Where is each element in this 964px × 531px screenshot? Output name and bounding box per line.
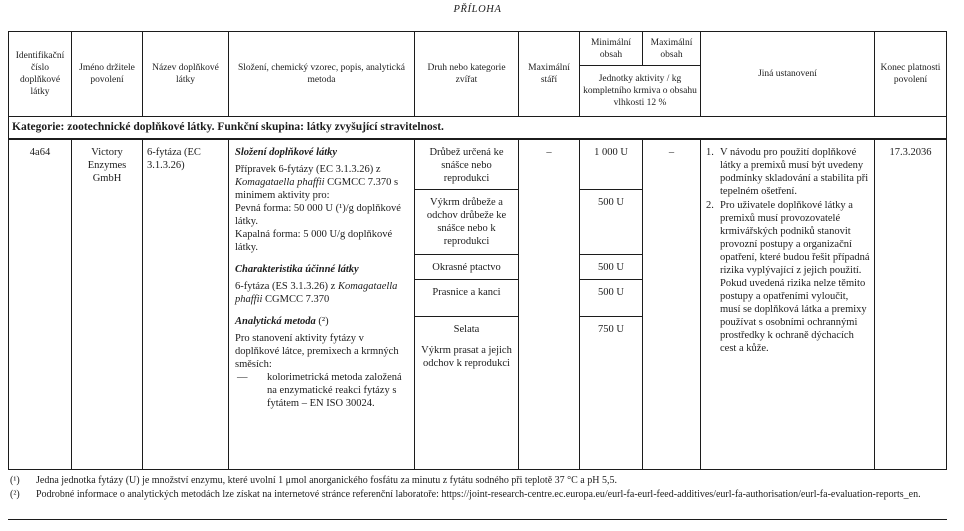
species-latin-name: Komagataella phaffii xyxy=(235,177,325,188)
table-header-row xyxy=(9,32,946,117)
header-species: Druh nebo kategorie zvířat xyxy=(415,32,519,116)
characterisation-heading: Charakteristika účinné látky xyxy=(235,264,359,275)
header-units-subheader: Jednotky aktivity / kg kompletního krmiva o obsahu vlhkosti 12 % xyxy=(583,74,697,108)
dash-bullet: — xyxy=(237,372,248,383)
footnotes-section xyxy=(8,474,947,501)
header-composition: Složení, chemický vzorec, popis, analytická metoda xyxy=(229,32,415,116)
header-max-content: Maximální obsah xyxy=(650,37,693,60)
header-identification-number: Identifikační číslo doplňkové látky xyxy=(9,32,72,116)
cell-min-content-column xyxy=(580,140,643,469)
analytical-method-paragraph: Pro stanovení aktivity fytázy v doplňkové látce, premixech a krmných směsích: xyxy=(235,333,399,370)
species-row-second-group: Výkrm prasat a jejich odchov k reprodukci xyxy=(421,345,512,369)
header-other-provisions: Jiná ustanovení xyxy=(701,32,875,116)
provision-item: 2. Pro uživatele doplňkové látky a premixů musí provozovatelé krmivářských podniků stanovit provozní postupy a organizační opatření, které budou řešit případná rizika vyplývající z jejich použití. Pokud uvedená rizika nelze těmito postupy a opatřeními vyloučit, musí se doplňková látka a premixy používat s osobními ochrannými prostředky k ochraně dýchacích cest a kůže. xyxy=(703,199,871,355)
header-content-block xyxy=(580,32,701,116)
composition-paragraph: Přípravek 6-fytázy (EC 3.1.3.26) z Komagataella phaffii CGMCC 7.370 s minimem aktivity pro: Pevná forma: 50 000 U (¹)/g doplňkové látky. Kapalná forma: 5 000 U/g doplňkové látky. xyxy=(235,164,401,253)
species-latin-name: Komagataella phaffii xyxy=(235,281,398,305)
cell-max-content: – xyxy=(643,140,701,469)
bottom-rule xyxy=(8,519,947,520)
cell-max-age: – xyxy=(519,140,580,469)
header-end-of-authorisation: Konec platnosti povolení xyxy=(880,63,941,85)
header-content-top xyxy=(580,32,700,66)
additive-row xyxy=(9,140,946,469)
page-title: PŘÍLOHA xyxy=(453,4,502,15)
liquid-form-line: Kapalná forma: 5 000 U/g doplňkové látky. xyxy=(235,229,393,253)
cell-other-provisions xyxy=(701,140,875,469)
species-row: Prasnice a kanci xyxy=(415,280,518,317)
cell-composition xyxy=(229,140,415,469)
header-holder: Jméno držitele povolení xyxy=(72,32,143,116)
cell-end-of-authorisation: 17.3.2036 xyxy=(889,147,932,158)
min-content-value: 500 U xyxy=(580,255,642,280)
footnote-1-marker: (¹) xyxy=(10,475,20,486)
category-row: Kategorie: zootechnické doplňkové látky. Funkční skupina: látky zvyšující stravitelnost. xyxy=(9,117,946,140)
footnote-2: (²) Podrobné informace o analytických metodách lze získat na internetové stránce referenční laboratoře: https://joint-research-centre.ec.europa.eu/eurl-fa-eurl-feed-additives/eurl-fa-authorisation/eurl-fa-evaluation-reports_en. xyxy=(10,488,921,500)
reference-lab-url[interactable]: https://joint-research-centre.ec.europa.eu/eurl-fa-eurl-feed-additives/eurl-fa-authorisation/eurl-fa-evaluation-reports_en. xyxy=(441,488,921,500)
composition-heading: Složení doplňkové látky xyxy=(235,147,338,158)
cell-additive-name: 6-fytáza (EC 3.1.3.26) xyxy=(143,140,229,469)
provision-number: 1. xyxy=(706,147,714,158)
footnote-1: (¹) Jedna jednotka fytázy (U) je množství enzymu, které uvolní 1 μmol anorganického fosfátu za minutu z fytátu sodného při teplotě 37 °C a pH 5,5. xyxy=(10,475,617,486)
solid-form-line: Pevná forma: 50 000 U (¹)/g doplňkové látky. xyxy=(235,203,401,227)
header-additive-name: Název doplňkové látky xyxy=(143,32,229,116)
header-max-age: Maximální stáří xyxy=(519,32,580,116)
analytical-method-heading: Analytická metoda (²) xyxy=(235,316,329,327)
min-content-value: 500 U xyxy=(580,280,642,317)
characterisation-paragraph: 6-fytáza (ES 3.1.3.26) z Komagataella phaffii CGMCC 7.370 xyxy=(235,281,398,305)
cell-holder: Victory Enzymes GmbH xyxy=(72,140,143,469)
provision-number: 2. xyxy=(706,200,714,211)
footnote-2-marker: (²) xyxy=(10,488,20,500)
header-min-content: Minimální obsah xyxy=(580,32,643,65)
species-row: Drůbež určená ke snášce nebo reprodukci xyxy=(415,140,518,190)
species-row: Selata Výkrm prasat a jejich odchov k reprodukci xyxy=(415,317,518,469)
min-content-value: 500 U xyxy=(580,190,642,255)
species-row: Okrasné ptactvo xyxy=(415,255,518,280)
method-list-item: — kolorimetrická metoda založená na enzymatické reakci fytázy s fytátem – EN ISO 30024. xyxy=(237,372,402,409)
species-row: Výkrm drůbeže a odchov drůbeže ke snášce nebo k reprodukci xyxy=(415,190,518,255)
min-content-value: 1 000 U xyxy=(580,140,642,190)
regulation-table xyxy=(8,31,947,470)
footnote-2-reference: (²) xyxy=(318,316,329,327)
min-content-value: 750 U xyxy=(598,324,624,335)
provision-item: 1. V návodu pro použití doplňkové látky a premixů musí být uvedeny podmínky skladování a stabilita při tepelném ošetření. xyxy=(703,146,871,198)
cell-species-column xyxy=(415,140,519,469)
cell-identification-number: 4a64 xyxy=(9,140,72,469)
